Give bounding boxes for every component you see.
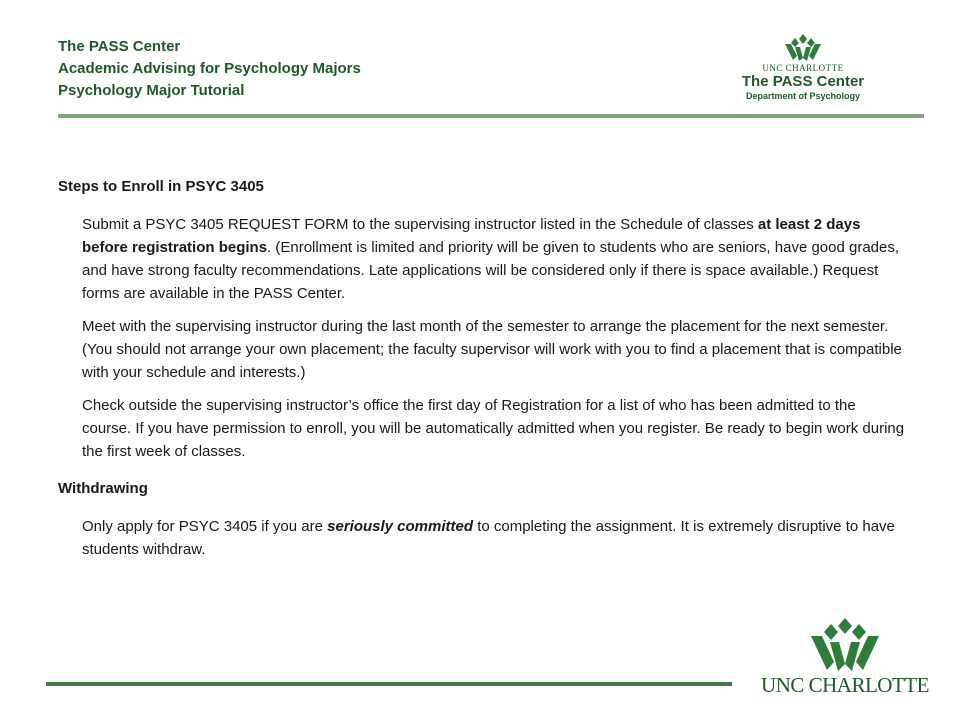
emphasis-deadline: at least 2 days before registration begins bbox=[82, 216, 861, 256]
paragraph-text: . (Enrollment is limited and priority will be given to students who are seniors, have good grades, and have strong faculty recommendations. Late applications will be considered only if there is space available.) Request forms are available in the PASS Center. bbox=[82, 239, 900, 302]
unc-crown-icon bbox=[807, 618, 883, 672]
header-title: The PASS Center bbox=[58, 38, 181, 55]
pass-center-logo bbox=[728, 34, 878, 106]
header-divider bbox=[58, 114, 924, 118]
logo-university-name: UNC CHARLOTTE bbox=[762, 63, 844, 73]
logo-center-name: The PASS Center bbox=[741, 73, 865, 90]
paragraph-check-office: Check outside the supervising instructor’s office the first day of Registration for a list of who has been admitted to the course. If you have permission to enroll, you will be automatically admitted when you register. Be ready to begin work during the first week of classes. bbox=[82, 397, 905, 460]
section-heading-enroll: Steps to Enroll in PSYC 3405 bbox=[58, 178, 264, 195]
emphasis-commitment: seriously committed bbox=[327, 518, 474, 535]
unc-crown-icon bbox=[781, 34, 825, 62]
paragraph-meet-instructor: Meet with the supervising instructor during the last month of the semester to arrange the placement for the next semester. (You should not arrange your own placement; the faculty supervisor will work with you to find a placement that is compatible with your schedule and interests.) bbox=[82, 318, 902, 381]
paragraph-text: to completing the assignment. It is extremely disruptive to have students withdraw. bbox=[82, 518, 895, 558]
paragraph-text: Only apply for PSYC 3405 if you are bbox=[82, 518, 328, 535]
paragraph-request-form bbox=[82, 213, 908, 305]
unc-charlotte-logo bbox=[760, 618, 930, 702]
section-heading-withdrawing: Withdrawing bbox=[58, 480, 148, 497]
slide-body bbox=[58, 176, 908, 561]
paragraph-text: Submit a PSYC 3405 REQUEST FORM to the supervising instructor listed in the Schedule of classes bbox=[82, 216, 758, 233]
header-titles bbox=[58, 36, 361, 102]
header-subtitle: Academic Advising for Psychology Majors bbox=[58, 60, 361, 77]
footer-divider bbox=[46, 682, 732, 686]
header-tutorial-name: Psychology Major Tutorial bbox=[58, 82, 245, 99]
paragraph-withdrawing bbox=[82, 515, 908, 561]
logo-department-name: Department of Psychology bbox=[745, 91, 861, 101]
footer-university-name: UNC CHARLOTTE bbox=[761, 673, 929, 697]
